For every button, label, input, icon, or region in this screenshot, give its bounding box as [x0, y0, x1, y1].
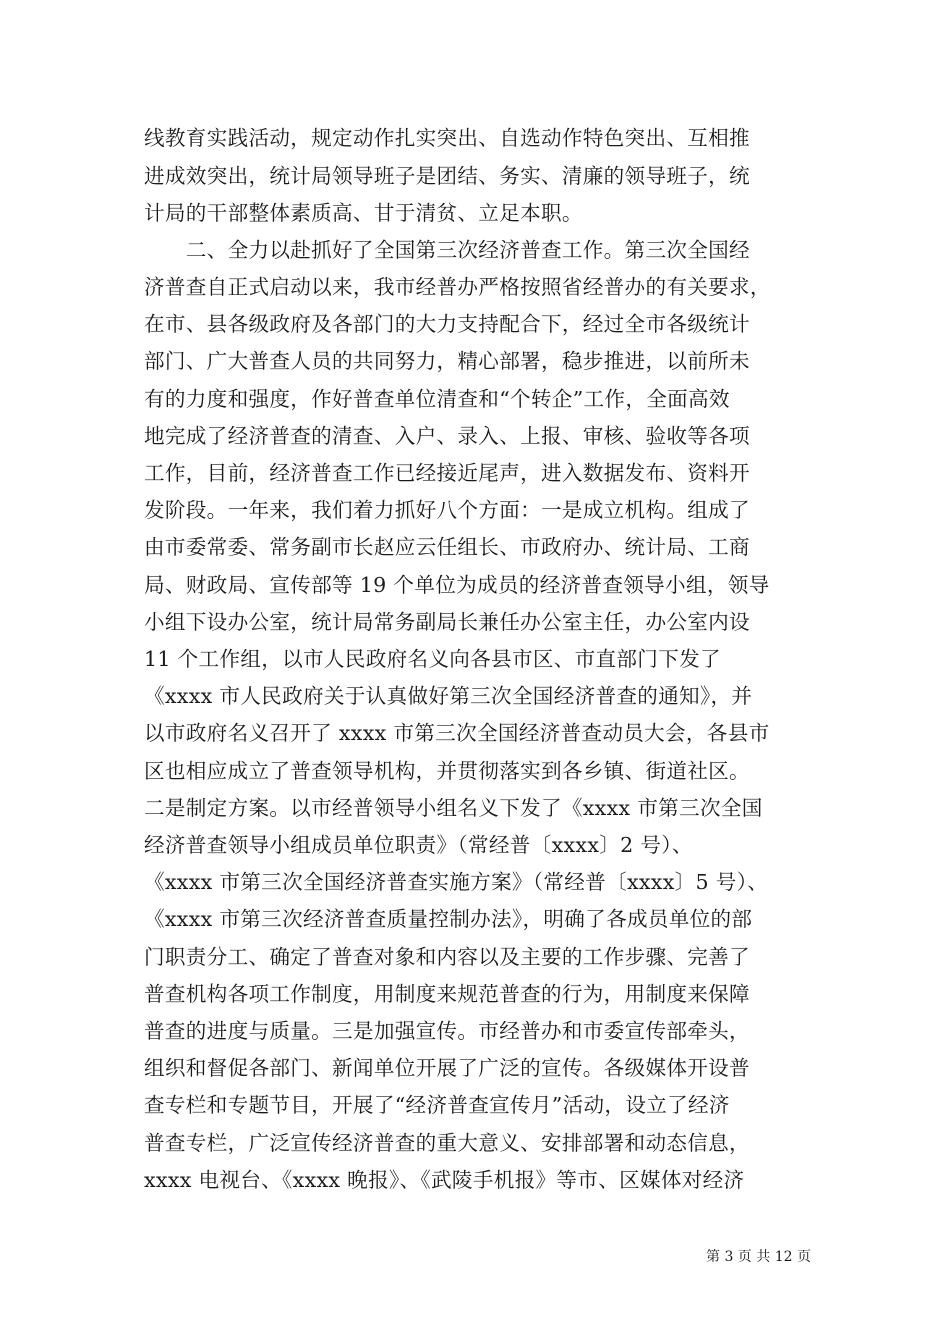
text-line: 普查专栏，广泛宣传经济普查的重大意义、安排部署和动态信息， [144, 1131, 750, 1155]
text-line: 《xxxx 市第三次全国经济普查实施方案》（常经普〔xxxx〕5 号）、 [144, 870, 769, 894]
text-line: 发阶段。一年来，我们着力抓好八个方面：一是成立机构。组成了 [144, 498, 750, 522]
text-line: 二、全力以赴抓好了全国第三次经济普查工作。第三次全国经 [144, 238, 750, 262]
text-line: xxxx 电视台、《xxxx 晚报》、《武陵手机报》等市、区媒体对经济 [144, 1168, 745, 1192]
page-number-footer: 第 3 页 共 12 页 [706, 1249, 811, 1265]
text-line: 门职责分工、确定了普查对象和内容以及主要的工作步骤、完善了 [144, 945, 750, 969]
text-line: 部门、广大普查人员的共同努力，精心部署，稳步推进，以前所未 [144, 349, 750, 373]
text-line: 有的力度和强度，作好普查单位清查和“个转企”工作，全面高效 [144, 387, 730, 411]
text-line: 工作，目前，经济普查工作已经接近尾声，进入数据发布、资料开 [144, 461, 750, 485]
text-line: 普查的进度与质量。三是加强宣传。市经普办和市委宣传部牵头， [144, 1019, 750, 1043]
text-line: 地完成了经济普查的清查、入户、录入、上报、审核、验收等各项 [144, 424, 750, 448]
text-line: 计局的干部整体素质高、甘于清贫、立足本职。 [144, 201, 583, 225]
text-line: 《xxxx 市人民政府关于认真做好第三次全国经济普查的通知》，并 [144, 684, 753, 708]
text-line: 查专栏和专题节目，开展了“经济普查宣传月”活动，设立了经济 [144, 1093, 730, 1117]
text-line: 经济普查领导小组成员单位职责》（常经普〔xxxx〕2 号）、 [144, 833, 693, 857]
text-line: 济普查自正式启动以来，我市经普办严格按照省经普办的有关要求， [144, 275, 771, 299]
text-line: 由市委常委、常务副市长赵应云任组长、市政府办、统计局、工商 [144, 535, 750, 559]
text-line: 小组下设办公室，统计局常务副局长兼任办公室主任，办公室内设 [144, 610, 750, 634]
text-line: 组织和督促各部门、新闻单位开展了广泛的宣传。各级媒体开设普 [144, 1056, 750, 1080]
text-line: 二是制定方案。以市经普领导小组名义下发了《xxxx 市第三次全国 [144, 796, 763, 820]
text-line: 普查机构各项工作制度，用制度来规范普查的行为，用制度来保障 [144, 982, 750, 1006]
text-line: 以市政府名义召开了 xxxx 市第三次全国经济普查动员大会，各县市 [144, 721, 770, 745]
text-line: 11 个工作组，以市人民政府名义向各县市区、市直部门下发了 [144, 647, 721, 671]
text-line: 局、财政局、宣传部等 19 个单位为成员的经济普查领导小组，领导 [144, 573, 770, 597]
text-line: 进成效突出，统计局领导班子是团结、务实、清廉的领导班子，统 [144, 164, 750, 188]
text-line: 线教育实践活动，规定动作扎实突出、自选动作特色突出、互相推 [144, 126, 750, 150]
text-line: 《xxxx 市第三次经济普查质量控制办法》，明确了各成员单位的部 [144, 907, 753, 931]
text-line: 区也相应成立了普查领导机构，并贯彻落实到各乡镇、街道社区。 [144, 759, 750, 783]
text-line: 在市、县各级政府及各部门的大力支持配合下，经过全市各级统计 [144, 312, 750, 336]
